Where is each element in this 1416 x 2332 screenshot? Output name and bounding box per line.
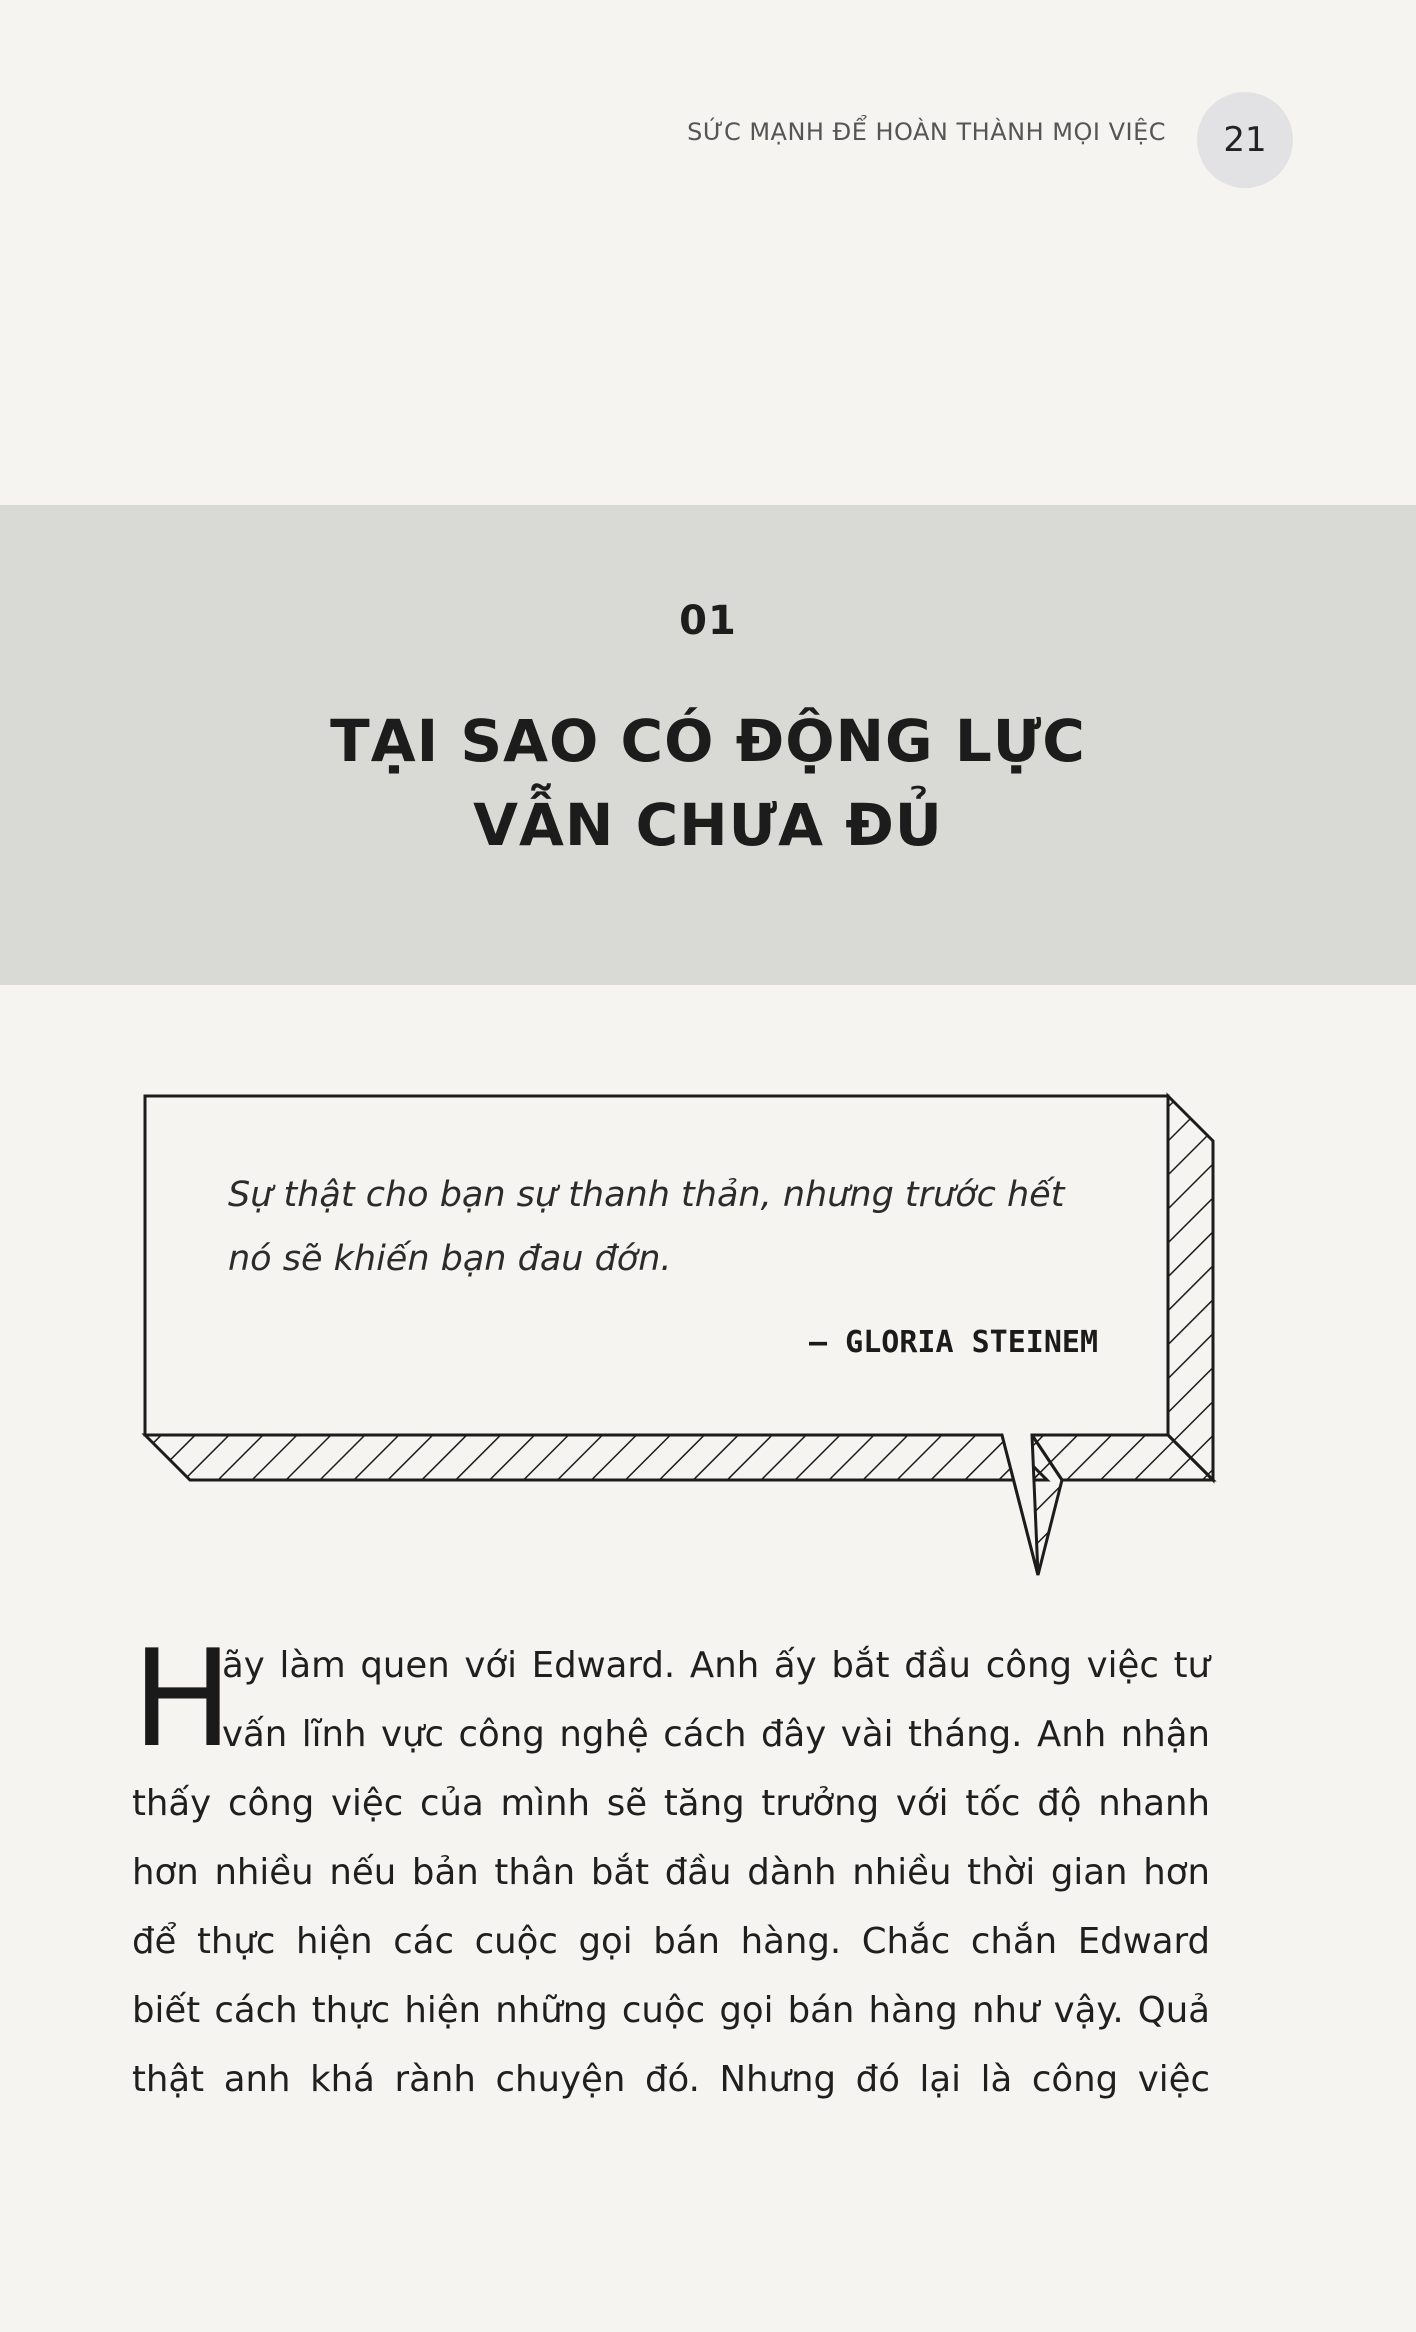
quote-line-2: nó sẽ khiến bạn đau đớn. bbox=[228, 1239, 672, 1279]
drop-cap-letter: H bbox=[132, 1621, 233, 1777]
body-text-line: thấy công việc của mình sẽ tăng trưởng với tốc độ nhanh bbox=[132, 1783, 1210, 1824]
bubble-bottom-depth-left bbox=[145, 1435, 1047, 1480]
chapter-title-line-1: TẠI SAO CÓ ĐỘNG LỰC bbox=[330, 707, 1086, 775]
page-number: 21 bbox=[1223, 120, 1267, 160]
running-header-title: SỨC MẠNH ĐỂ HOÀN THÀNH MỌI VIỆC bbox=[687, 118, 1166, 146]
chapter-number: 01 bbox=[679, 598, 737, 644]
chapter-title-line-2: VẪN CHƯA ĐỦ bbox=[473, 791, 943, 859]
body-text-line: thật anh khá rành chuyện đó. Nhưng đó lại là công việc bbox=[132, 2059, 1210, 2100]
body-text-line: biết cách thực hiện những cuộc gọi bán hàng như vậy. Quả bbox=[132, 1990, 1210, 2031]
bubble-right-depth bbox=[1168, 1096, 1213, 1480]
body-text-line: hơn nhiều nếu bản thân bắt đầu dành nhiều thời gian hơn bbox=[132, 1852, 1210, 1893]
quote-attribution: – GLORIA STEINEM bbox=[809, 1325, 1098, 1360]
quote-line-1: Sự thật cho bạn sự thanh thản, nhưng trước hết bbox=[228, 1175, 1065, 1215]
body-text-line: ãy làm quen với Edward. Anh ấy bắt đầu công việc tư bbox=[222, 1645, 1210, 1686]
body-text-line: để thực hiện các cuộc gọi bán hàng. Chắc chắn Edward bbox=[132, 1921, 1210, 1962]
body-text-line: vấn lĩnh vực công nghệ cách đây vài tháng. Anh nhận bbox=[222, 1714, 1210, 1755]
